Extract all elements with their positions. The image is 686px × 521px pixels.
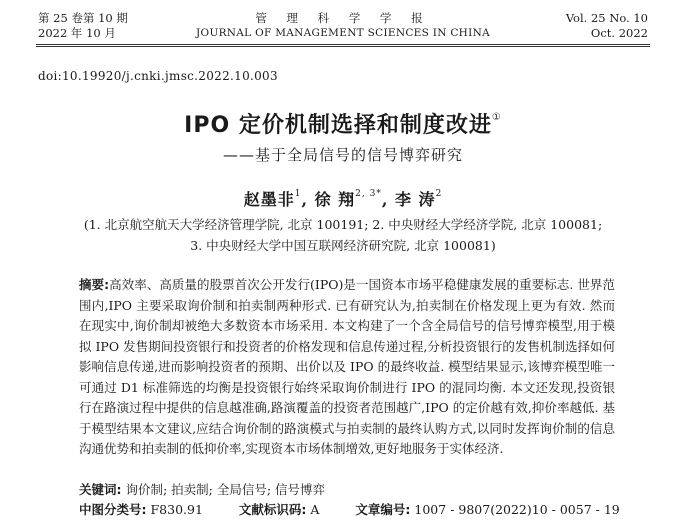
title-footnote-marker[interactable]: ① (491, 111, 502, 123)
author-name: 徐 翔 (314, 190, 356, 209)
paper-title (0, 108, 686, 139)
journal-header (0, 0, 686, 42)
author-name: 赵墨非 (243, 190, 295, 209)
header-rule-bottom (36, 46, 650, 47)
affiliation-line-2: 3. 中央财经大学中国互联网经济研究院, 北京 100081) (190, 238, 496, 253)
clc-label: 中图分类号: (79, 502, 147, 517)
article-number-label: 文章编号: (355, 502, 411, 517)
affiliation-line-1: (1. 北京航空航天大学经济管理学院, 北京 100191; 2. 中央财经大学经济学院, 北京 100081; (83, 217, 603, 232)
doi[interactable]: doi:10.19920/j.cnki.jmsc.2022.10.003 (38, 69, 278, 83)
abstract-label: 摘要: (79, 277, 110, 292)
abstract (79, 275, 615, 460)
header-rule-top (36, 44, 650, 45)
keywords-text: 询价制; 拍卖制; 全局信号; 信号博弈 (125, 482, 326, 497)
author-affiliation-marker: 1 (294, 188, 302, 199)
abstract-text: 高效率、高质量的股票首次公开发行(IPO)是一国资本市场平稳健康发展的重要标志. 世界范围内,IPO 主要采取询价制和拍卖制两种形式. 已有研究认为,拍卖制在价格发现上更为有效. 然而在现实中,询价制却被绝大多数资本市场采用. 本文构建了一个含全局信号的信号博弈模型,用于模拟 IPO 发售期间投资银行和投资者的价格发现和信息传递过程,分析投资银行的发售机制选择如何影响信息传递,进而影响投资者的预期、出价以及 IPO 的最终收益. 模型结果显示,该博弈模型唯一可通过 D1 标准筛选的均衡是投资银行始终采取询价制进行 IPO 的混同均衡. 本文还发现,投资银行在路演过程中提供的信息越准确,路演覆盖的投资者范围越广,IPO 的定价越有效,抑价率越低. 基于模型结果本文建议,应结合询价制的路演模式与拍卖制的最终认购方式,以同时发挥询价制的信息沟通优势和拍卖制的低抑价率,实现资本市场体制增效,更好地服务于实体经济. (79, 277, 615, 456)
date-cn: 2022 年 10 月 (38, 26, 116, 40)
author-list: 赵墨非$^1$, 徐 翔$^{2, 3*}$, 李 涛$^2$ (243, 188, 443, 209)
paper-subtitle: ——基于全局信号的信号博弈研究 (222, 146, 463, 164)
journal-name-cn: 管 理 科 学 学 报 (255, 11, 431, 25)
author-affiliation-marker: 2, 3* (355, 188, 382, 199)
doc-code-value: A (310, 502, 320, 517)
keywords-label: 关键词: (79, 482, 122, 497)
paper-title-text: IPO 定价机制选择和制度改进 (184, 113, 492, 138)
clc-value: F830.91 (150, 502, 203, 517)
header-right (566, 11, 648, 41)
date-en: Oct. 2022 (590, 26, 648, 40)
classification-info (79, 500, 620, 518)
doc-code-label: 文献标识码: (238, 502, 307, 517)
author-affiliation-marker: 2 (435, 188, 443, 199)
keywords (79, 480, 325, 498)
volume-issue-en: Vol. 25 No. 10 (565, 11, 648, 25)
volume-issue-cn: 第 25 卷第 10 期 (38, 11, 128, 25)
article-number-value: 1007 - 9807(2022)10 - 0057 - 19 (414, 502, 620, 517)
journal-name-en: JOURNAL OF MANAGEMENT SCIENCES IN CHINA (196, 27, 490, 39)
author-name: 李 涛 (394, 190, 436, 209)
